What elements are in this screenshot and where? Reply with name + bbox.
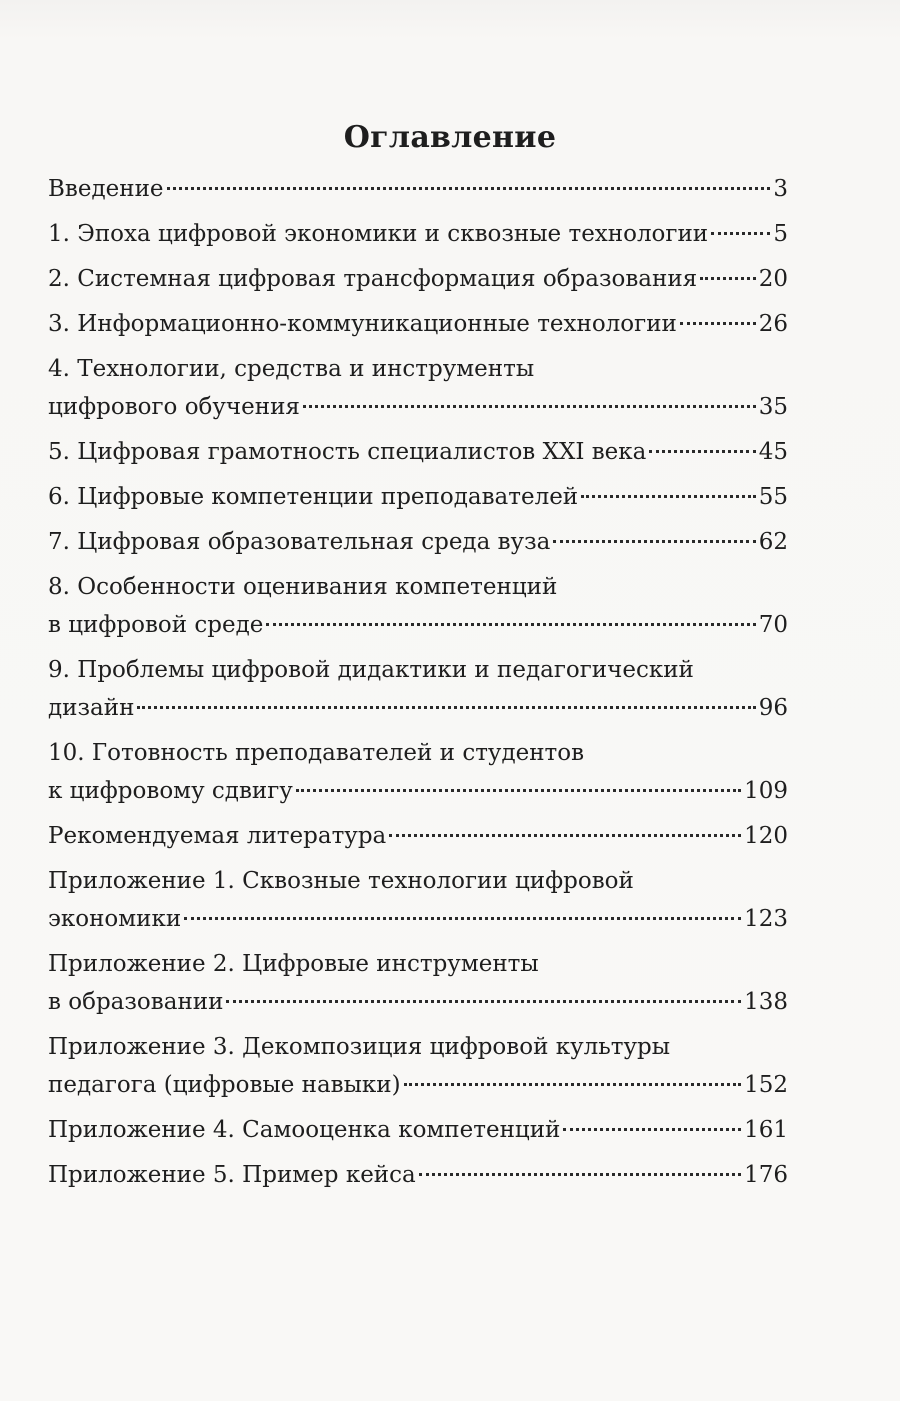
toc-entry-leader-line — [48, 900, 788, 938]
toc-entry-title-line: 4. Технологии, средства и инструменты — [48, 356, 535, 382]
toc-entry-title-line: 8. Особенности оценивания компетенций — [48, 574, 558, 600]
toc-entry-title-line: Приложение 3. Декомпозиция цифровой культуры — [48, 1034, 671, 1060]
toc-page-number: 20 — [758, 266, 788, 292]
toc-entry-title-line: 3. Информационно-коммуникационные технологии — [48, 311, 677, 337]
toc-title: Оглавление — [343, 120, 557, 155]
dot-leader — [680, 322, 756, 325]
toc-entry-title-line: 1. Эпоха цифровой экономики и сквозные технологии — [48, 221, 709, 247]
toc-entry-title-line: в цифровой среде — [48, 612, 264, 638]
toc-entry-title-line: в образовании — [48, 989, 224, 1015]
dot-leader — [553, 540, 755, 543]
toc-entry — [48, 945, 788, 1021]
dot-leader — [389, 834, 741, 837]
toc-entry-leader-line — [48, 817, 788, 855]
dot-leader — [303, 405, 756, 408]
dot-leader — [711, 232, 770, 235]
dot-leader — [296, 789, 741, 792]
toc-entry-title-line: Приложение 4. Самооценка компетенций — [48, 1117, 561, 1143]
toc-entry-leader-line — [48, 305, 788, 343]
toc-entry-leader-line — [48, 983, 788, 1021]
toc-page-number: 152 — [744, 1072, 788, 1098]
toc-entry-title-line: 2. Системная цифровая трансформация образования — [48, 266, 698, 292]
toc-entry-leader-line — [48, 1111, 788, 1149]
toc-page-number: 123 — [744, 906, 788, 932]
toc-entry-title-line: педагога (цифровые навыки) — [48, 1072, 401, 1098]
toc-entry-title-line: Приложение 5. Пример кейса — [48, 1162, 416, 1188]
toc-entry-leader-line — [48, 523, 788, 561]
toc-entry-title-line: Введение — [48, 176, 164, 202]
toc-page-number: 5 — [773, 221, 788, 247]
dot-leader — [419, 1173, 741, 1176]
toc-entry-leader-line — [48, 260, 788, 298]
toc-entry-leader-line — [48, 772, 788, 810]
toc-page-number: 55 — [758, 484, 788, 510]
toc-entry — [48, 862, 788, 938]
toc-entry — [48, 305, 788, 343]
dot-leader — [137, 706, 755, 709]
toc-page-number: 120 — [744, 823, 788, 849]
dot-leader — [184, 917, 741, 920]
dot-leader — [167, 187, 771, 190]
toc-page-number: 70 — [758, 612, 788, 638]
toc-entry — [48, 350, 788, 426]
toc-entry-title-line: 6. Цифровые компетенции преподавателей — [48, 484, 579, 510]
dot-leader — [404, 1083, 741, 1086]
toc-page-number: 161 — [744, 1117, 788, 1143]
toc-entry — [48, 170, 788, 208]
toc-entry-leader-line — [48, 1066, 788, 1104]
toc-entry — [48, 568, 788, 644]
toc-page-number: 109 — [744, 778, 788, 804]
toc-entry-title-line: экономики — [48, 906, 182, 932]
toc-page-number: 3 — [773, 176, 788, 202]
toc-page-number: 176 — [744, 1162, 788, 1188]
toc-entry-leader-line — [48, 478, 788, 516]
toc-entry-title-line: 5. Цифровая грамотность специалистов XXI века — [48, 439, 647, 465]
toc-entry — [48, 478, 788, 516]
toc-entry — [48, 215, 788, 253]
toc-entry-leader-line — [48, 170, 788, 208]
toc-page-number: 45 — [758, 439, 788, 465]
toc-entry — [48, 433, 788, 471]
toc-entry — [48, 260, 788, 298]
toc-page-number: 26 — [758, 311, 788, 337]
toc-entry-leader-line — [48, 689, 788, 727]
dot-leader — [266, 623, 755, 626]
dot-leader — [563, 1128, 741, 1131]
toc-entry — [48, 651, 788, 727]
toc-entry-leader-line — [48, 606, 788, 644]
toc-entry-title-line: к цифровому сдвигу — [48, 778, 293, 804]
toc-page-number: 62 — [758, 529, 788, 555]
toc-entry — [48, 1111, 788, 1149]
toc-entry-leader-line — [48, 433, 788, 471]
toc-entry — [48, 734, 788, 810]
dot-leader — [700, 277, 756, 280]
toc-page-number: 35 — [758, 394, 788, 420]
toc-entry-title-line: 7. Цифровая образовательная среда вуза — [48, 529, 551, 555]
toc-entry-title-line: дизайн — [48, 695, 135, 721]
toc-entry — [48, 817, 788, 855]
toc-entry-title-line: Рекомендуемая литература — [48, 823, 387, 849]
toc-entry-title-line: Приложение 1. Сквозные технологии цифровой — [48, 868, 634, 894]
toc-entry-title-line: цифрового обучения — [48, 394, 300, 420]
dot-leader — [226, 1000, 741, 1003]
toc-entry-leader-line — [48, 215, 788, 253]
toc-entry-title-line: 10. Готовность преподавателей и студентов — [48, 740, 585, 766]
toc-entry-title-line: Приложение 2. Цифровые инструменты — [48, 951, 539, 977]
toc-page-number: 138 — [744, 989, 788, 1015]
toc-entry-leader-line — [48, 388, 788, 426]
toc-entry-title-line: 9. Проблемы цифровой дидактики и педагогический — [48, 657, 694, 683]
dot-leader — [649, 450, 755, 453]
toc-entry — [48, 1028, 788, 1104]
toc-entry-leader-line — [48, 1156, 788, 1194]
toc-page-number: 96 — [758, 695, 788, 721]
toc-entry — [48, 1156, 788, 1194]
dot-leader — [581, 495, 756, 498]
toc-entry — [48, 523, 788, 561]
table-of-contents — [48, 170, 788, 1201]
